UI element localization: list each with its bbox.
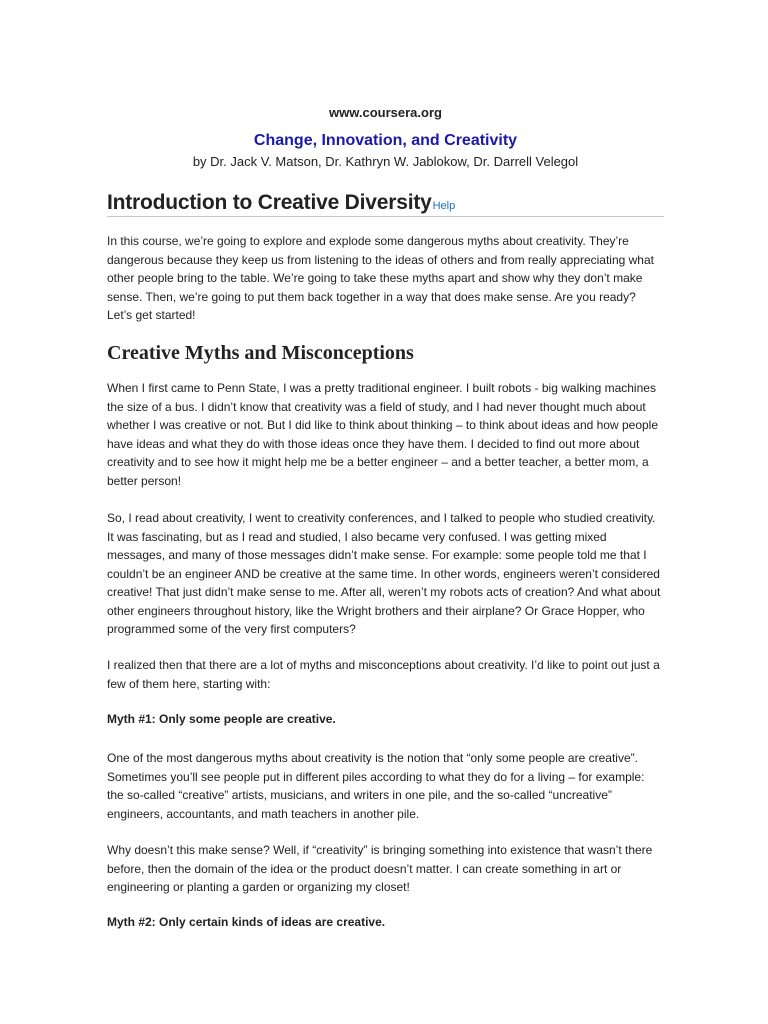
myth-1-heading: Myth #1: Only some people are creative. [107, 712, 336, 726]
body-paragraph: When I first came to Penn State, I was a pretty traditional engineer. I built robots - big walking machines the size of a bus. I didn’t know that creativity was a field of study, and I had never thought much about whether I was creative or not. But I did like to think about thinking – to think about ideas and how people have ideas and what they do with those ideas once they have them. I decided to find out more about creativity and to see how it might help me be a better engineer – and a better teacher, a better mom, a better person! [107, 381, 659, 488]
subsection-title: Creative Myths and Misconceptions [107, 342, 414, 364]
body-paragraph: Why doesn’t this make sense? Well, if “creativity” is bringing something into existence that wasn’t there before, then the domain of the idea or the product doesn’t matter. I can create something in art or engineering or planting a garden or organizing my closet! [107, 843, 653, 894]
course-title: Change, Innovation, and Creativity [253, 132, 518, 149]
body-paragraph: One of the most dangerous myths about creativity is the notion that “only some people are creative”. Sometimes you’ll see people put in different piles according to what they do for a living – for example: the so-called “creative” artists, musicians, and writers in one pile, and the so-called “uncreative” engineers, accountants, and math teachers in another pile. [107, 751, 645, 821]
help-link[interactable]: Help [432, 200, 456, 212]
body-paragraph: So, I read about creativity, I went to creativity conferences, and I talked to people who studied creativity. It was fascinating, but as I read and studied, I also became very confused. I was getting mixed messages, and many of those messages didn’t make sense. For example: some people told me that I couldn’t be an engineer AND be creative at the same time. In other words, engineers weren’t considered creative! That just didn’t make sense to me. After all, weren’t my robots acts of creation? And what about other engineers throughout history, like the Wright brothers and their airplane? Or Grace Hopper, who programmed some of the very first computers? [107, 511, 661, 636]
site-url: www.coursera.org [329, 105, 442, 120]
section-title: Introduction to Creative Diversity [107, 191, 432, 214]
course-authors: by Dr. Jack V. Matson, Dr. Kathryn W. Jablokow, Dr. Darrell Velegol [192, 154, 579, 169]
section-heading [107, 191, 664, 217]
myth-2-heading: Myth #2: Only certain kinds of ideas are creative. [107, 915, 386, 929]
body-paragraph: I realized then that there are a lot of myths and misconceptions about creativity. I’d like to point out just a few of them here, starting with: [107, 658, 660, 691]
intro-paragraph: In this course, we’re going to explore and explode some dangerous myths about creativity. They’re dangerous because they keep us from listening to the ideas of others and from really appreciating what other people bring to the table. We’re going to take these myths apart and show why they don’t make sense. Then, we’re going to put them back together in a way that does make sense. Are you ready? Let’s get started! [107, 234, 654, 322]
